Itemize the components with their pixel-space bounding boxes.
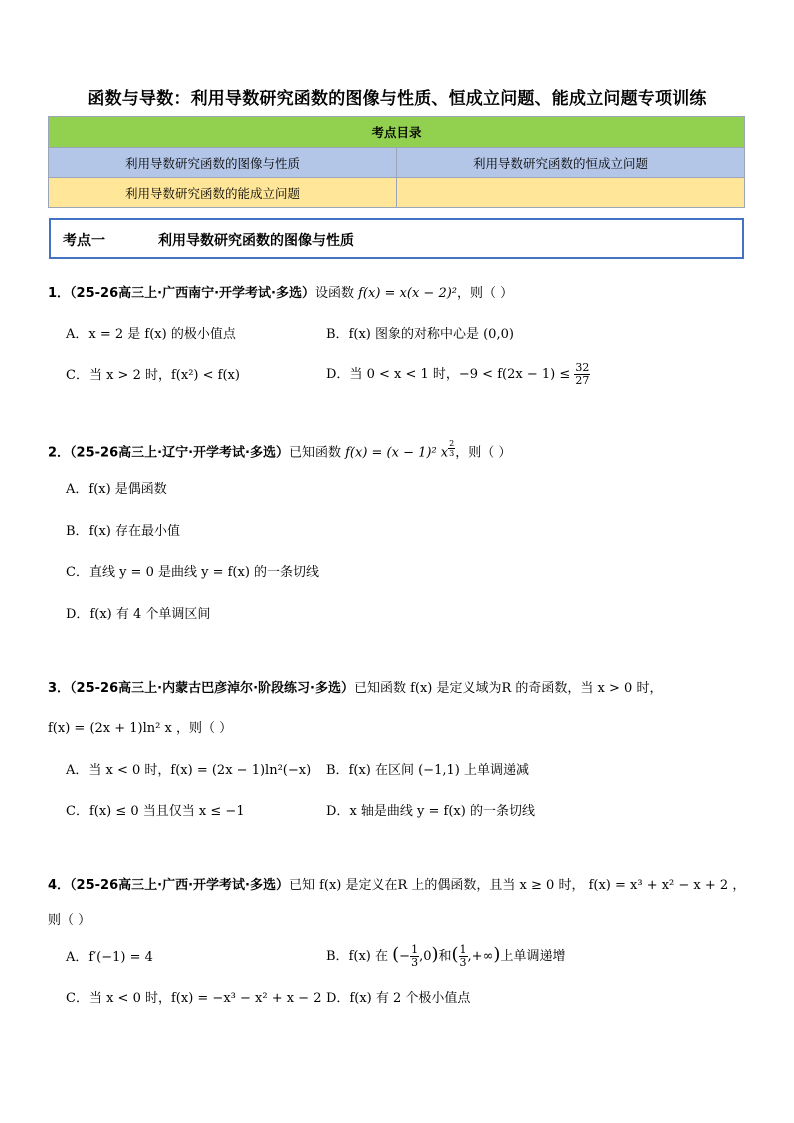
option-b[interactable]: B．f(x) 存在最小值: [66, 524, 180, 539]
fraction: $\frac{1}{3}$: [459, 943, 467, 969]
question-source: （25-26高三上·广西南宁·开学考试·多选）: [70, 286, 315, 301]
option-c[interactable]: C．f(x) ≤ 0 当且仅当 x ≤ −1: [66, 804, 245, 819]
toc-table: [48, 116, 745, 208]
question-source: （25-26高三上·内蒙古巴彦淖尔·阶段练习·多选）: [70, 681, 354, 696]
option-a[interactable]: A．当 x < 0 时，f(x) = (2x − 1)ln²(−x): [66, 763, 312, 778]
section-box: [49, 218, 744, 259]
question-number: 4．: [48, 878, 71, 893]
toc-item-graph-properties[interactable]: 利用导数研究函数的图像与性质: [49, 148, 397, 178]
option-a[interactable]: A．x = 2 是 f(x) 的极小值点: [66, 327, 236, 342]
question-3-line-2: f(x) = (2x + 1)ln² x ，则（ ）: [48, 721, 233, 736]
option-b[interactable]: B．f(x) 在区间 (−1,1) 上单调递减: [326, 763, 529, 778]
option-d[interactable]: D．f(x) 有 2 个极小值点: [326, 991, 471, 1006]
option-d[interactable]: D．x 轴是曲线 y = f(x) 的一条切线: [326, 804, 535, 819]
question-source: （25-26高三上·辽宁·开学考试·多选）: [70, 445, 289, 461]
section-name: 利用导数研究函数的图像与性质: [158, 233, 354, 249]
toc-empty-cell: [397, 178, 745, 208]
question-stem: 设函数: [314, 286, 354, 301]
question-stem-end: ，则（ ）: [457, 286, 514, 301]
fraction: $\frac{1}{3}$: [411, 943, 419, 969]
option-c[interactable]: C．当 x < 0 时，f(x) = −x³ − x² + x − 2: [66, 991, 322, 1006]
option-c[interactable]: C．直线 y = 0 是曲线 y = f(x) 的一条切线: [66, 565, 320, 580]
toc-item-always-holds[interactable]: 利用导数研究函数的恒成立问题: [397, 148, 745, 178]
section-number: 考点一: [63, 233, 105, 249]
toc-item-can-hold[interactable]: 利用导数研究函数的能成立问题: [49, 178, 397, 208]
fraction: $\frac{32}{27}$: [575, 361, 590, 387]
page-title: 函数与导数：利用导数研究函数的图像与性质、恒成立问题、能成立问题专项训练: [87, 89, 707, 109]
question-number: 2．: [48, 445, 71, 461]
option-a[interactable]: A．f′(−1) = 4: [66, 950, 153, 965]
question-source: （25-26高三上·广西·开学考试·多选）: [70, 878, 289, 893]
toc-header: 考点目录: [49, 117, 745, 148]
option-d[interactable]: D．f(x) 有 4 个单调区间: [66, 607, 211, 622]
option-b[interactable]: B．f(x) 在 (− $\frac{1}{3}$ ,0)和( $\frac{1}{3}$ ,+∞)上单调递增: [326, 943, 566, 969]
question-2: 2．（25-26高三上·辽宁·开学考试·多选）已知函数 f(x) = (x − 1)² x $^{\frac{2}{3}}$ ，则（ ）: [48, 439, 512, 461]
question-math: f(x) = x(x − 2)²: [358, 286, 457, 301]
question-4-line-2: 则（ ）: [48, 913, 92, 928]
question-4: [48, 876, 745, 896]
option-b[interactable]: B．f(x) 图象的对称中心是 (0,0): [326, 327, 514, 342]
question-stem-end: ，则（ ）: [455, 445, 512, 461]
question-math: f(x) = (x − 1)² x: [345, 445, 449, 461]
option-d[interactable]: D．当 0 < x < 1 时，−9 < f(2x − 1) ≤ $\frac{32}{27}$: [326, 361, 590, 387]
question-number: 3．: [48, 681, 71, 696]
question-number: 1．: [48, 286, 71, 301]
question-stem: 已知函数: [288, 445, 341, 461]
option-a[interactable]: A．f(x) 是偶函数: [66, 482, 167, 497]
option-c[interactable]: C．当 x > 2 时，f(x²) < f(x): [66, 368, 240, 383]
question-stem: 已知函数 f(x) 是定义域为R 的奇函数，当 x > 0 时，: [353, 681, 663, 696]
question-stem: 已知 f(x) 是定义在R 上的偶函数，且当 x ≥ 0 时， f(x) = x³ + x² − x + 2 ，: [288, 878, 746, 893]
question-1: [48, 284, 513, 304]
question-3: [48, 679, 662, 699]
